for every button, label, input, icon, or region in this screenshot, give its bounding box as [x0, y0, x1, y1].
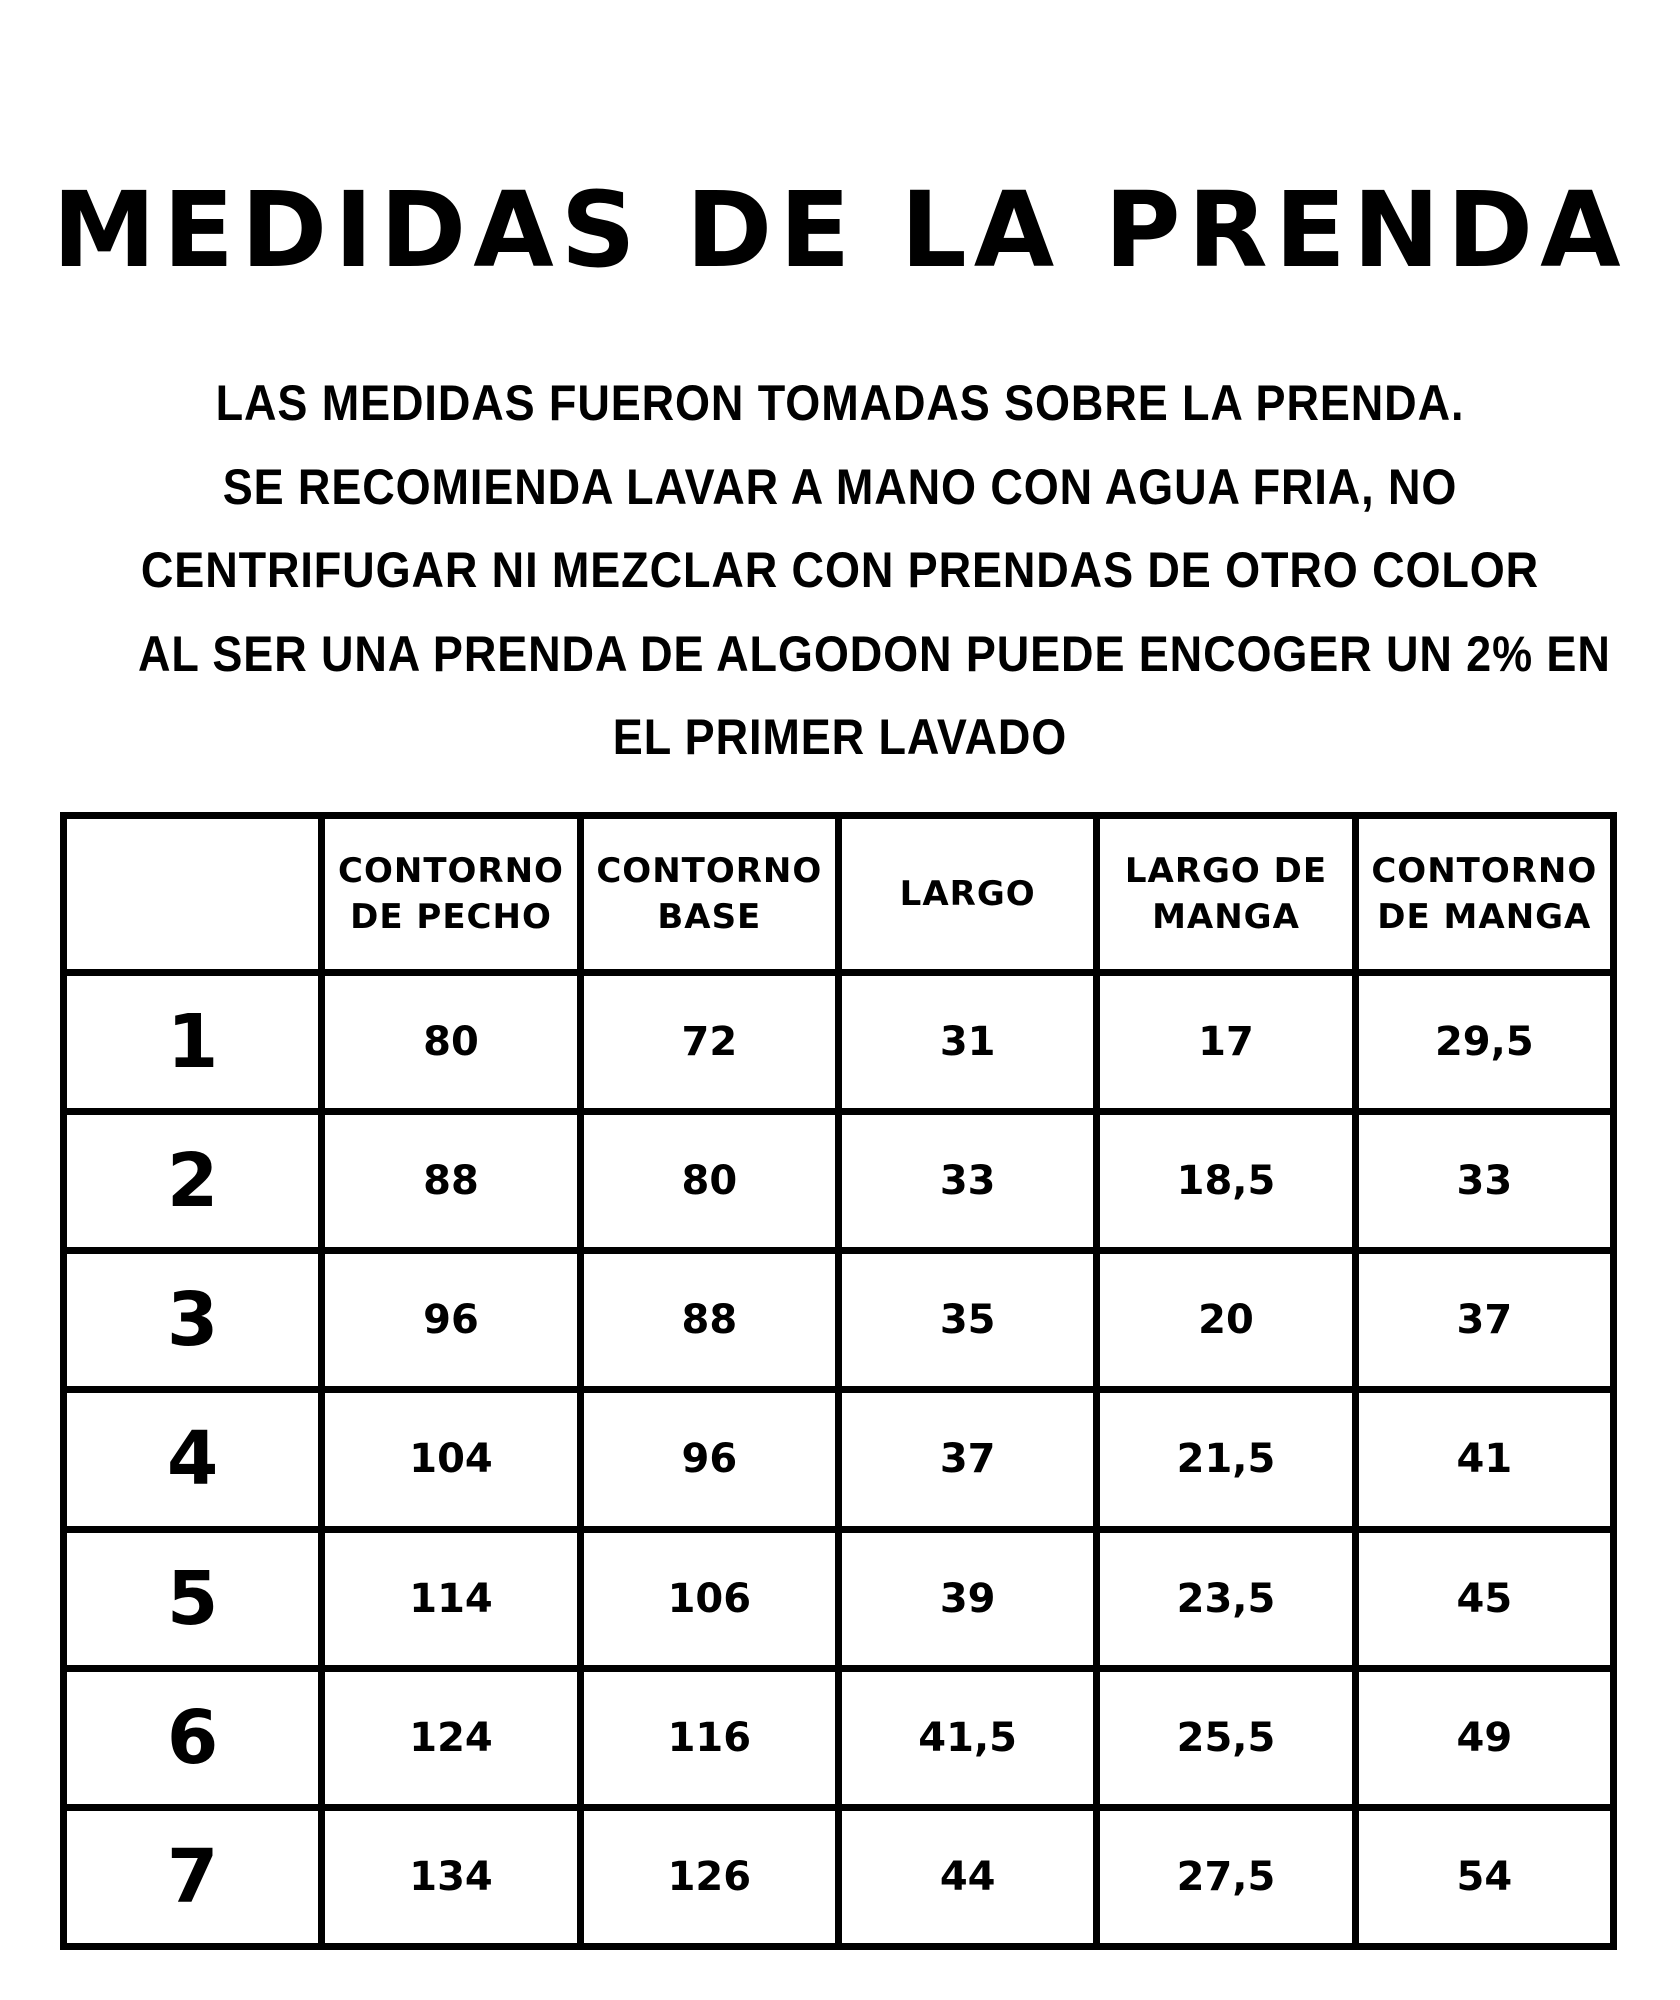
table-cell: 134 — [322, 1807, 580, 1946]
table-header-row — [64, 816, 1614, 973]
table-cell: 80 — [322, 973, 580, 1112]
table-row — [64, 1529, 1614, 1668]
table-cell: 114 — [322, 1529, 580, 1668]
header-cell — [580, 816, 838, 973]
table-cell: 37 — [838, 1390, 1096, 1529]
table-cell: 25,5 — [1097, 1668, 1355, 1807]
table-cell: 37 — [1355, 1251, 1613, 1390]
table-cell: 17 — [1097, 973, 1355, 1112]
table-cell: 31 — [838, 973, 1096, 1112]
table-cell: 96 — [580, 1390, 838, 1529]
header-cell — [1097, 816, 1355, 973]
care-notes — [60, 362, 1620, 780]
size-cell: 4 — [64, 1390, 322, 1529]
size-cell: 2 — [64, 1112, 322, 1251]
table-cell: 18,5 — [1097, 1112, 1355, 1251]
table-cell: 45 — [1355, 1529, 1613, 1668]
note-line: SE RECOMIENDA LAVAR A MANO CON AGUA FRIA, NO — [222, 458, 1458, 515]
table-cell: 49 — [1355, 1668, 1613, 1807]
table-cell: 106 — [580, 1529, 838, 1668]
size-cell: 6 — [64, 1668, 322, 1807]
header-label: BASE — [657, 897, 762, 937]
table-cell: 20 — [1097, 1251, 1355, 1390]
size-cell: 7 — [64, 1807, 322, 1946]
table-cell: 104 — [322, 1390, 580, 1529]
table-row — [64, 1807, 1614, 1946]
table-cell: 33 — [1355, 1112, 1613, 1251]
header-label: CONTORNO — [1371, 851, 1598, 891]
table-cell: 27,5 — [1097, 1807, 1355, 1946]
table-cell: 35 — [838, 1251, 1096, 1390]
note-line: CENTRIFUGAR NI MEZCLAR CON PRENDAS DE OTRO COLOR — [140, 542, 1540, 598]
table-cell: 41 — [1355, 1390, 1613, 1529]
table-cell: 44 — [838, 1807, 1096, 1946]
table-cell: 29,5 — [1355, 973, 1613, 1112]
size-table — [60, 812, 1617, 1950]
table-row — [64, 973, 1614, 1112]
table-cell: 116 — [580, 1668, 838, 1807]
header-label: DE PECHO — [350, 897, 552, 937]
size-cell: 1 — [64, 973, 322, 1112]
table-row — [64, 1668, 1614, 1807]
note-line: EL PRIMER LAVADO — [612, 709, 1068, 765]
table-cell: 96 — [322, 1251, 580, 1390]
table-cell: 21,5 — [1097, 1390, 1355, 1529]
table-cell: 23,5 — [1097, 1529, 1355, 1668]
table-row — [64, 1251, 1614, 1390]
table-cell: 80 — [580, 1112, 838, 1251]
table-cell: 88 — [580, 1251, 838, 1390]
table-cell: 124 — [322, 1668, 580, 1807]
table-cell: 88 — [322, 1112, 580, 1251]
table-row — [64, 1390, 1614, 1529]
table-cell: 41,5 — [838, 1668, 1096, 1807]
header-label: LARGO — [899, 874, 1036, 914]
size-cell: 5 — [64, 1529, 322, 1668]
header-cell-empty — [64, 816, 322, 973]
note-line: AL SER UNA PRENDA DE ALGODON PUEDE ENCOGER UN 2% EN — [138, 625, 1611, 682]
header-label: CONTORNO — [596, 851, 823, 891]
table-row — [64, 1112, 1614, 1251]
page-title: MEDIDAS DE LA PRENDA — [52, 169, 1628, 291]
table-cell: 33 — [838, 1112, 1096, 1251]
table-cell: 72 — [580, 973, 838, 1112]
size-cell: 3 — [64, 1251, 322, 1390]
header-cell — [1355, 816, 1613, 973]
header-label: DE MANGA — [1377, 897, 1592, 937]
note-line: LAS MEDIDAS FUERON TOMADAS SOBRE LA PRENDA. — [215, 375, 1465, 431]
header-label: LARGO DE — [1124, 851, 1328, 891]
header-cell — [838, 816, 1096, 973]
table-cell: 39 — [838, 1529, 1096, 1668]
header-label: CONTORNO — [338, 851, 564, 891]
header-label: MANGA — [1152, 897, 1300, 937]
header-cell — [322, 816, 580, 973]
table-cell: 126 — [580, 1807, 838, 1946]
table-cell: 54 — [1355, 1807, 1613, 1946]
